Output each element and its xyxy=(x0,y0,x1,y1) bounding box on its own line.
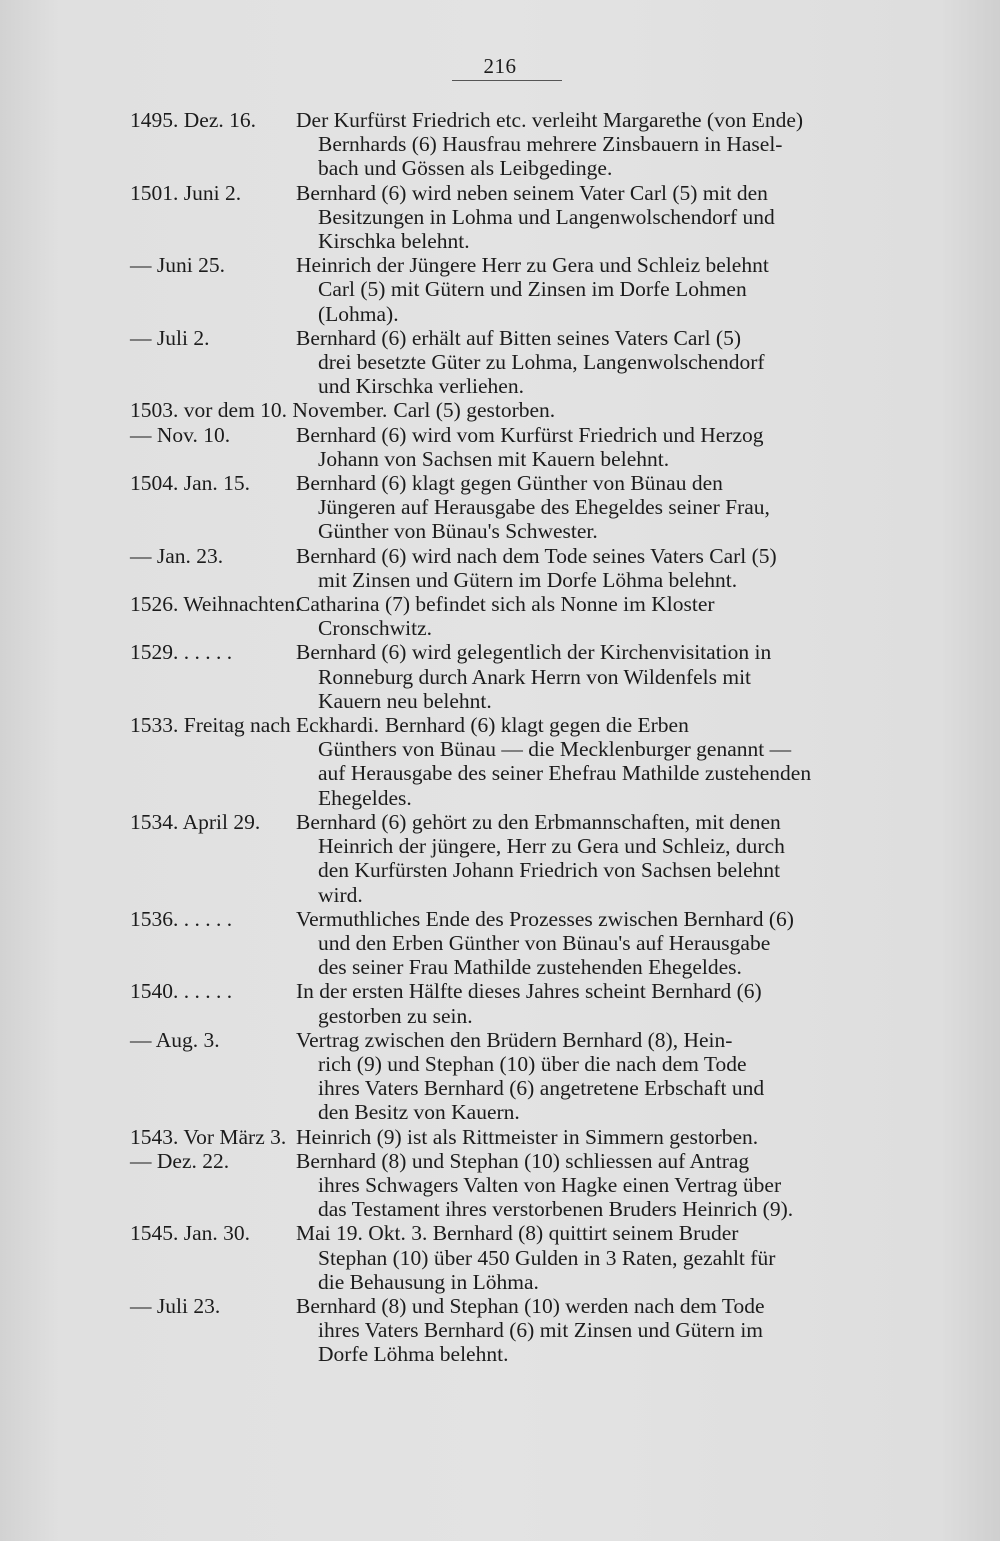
chronicle-entry xyxy=(0,1125,1000,1149)
entry-text-line: Carl (5) mit Gütern und Zinsen im Dorfe Lohmen xyxy=(318,277,747,302)
entry-text-line: Bernhard (8) und Stephan (10) werden nach dem Tode xyxy=(296,1293,765,1318)
entry-first-line xyxy=(0,326,1000,350)
entry-text-line: Catharina (7) befindet sich als Nonne im Kloster xyxy=(296,592,715,617)
entry-text-line: und den Erben Günther von Bünau's auf Herausgabe xyxy=(318,930,771,955)
entry-date: 1533. Freitag nach Eckhardi. xyxy=(130,713,379,738)
entry-text-line: drei besetzte Güter zu Lohma, Langenwolschendorf xyxy=(318,350,765,375)
entry-text-line: (Lohma). xyxy=(318,301,399,326)
chronicle-entry xyxy=(0,1149,1000,1222)
entry-text-line: Mai 19. Okt. 3. Bernhard (8) quittirt seinem Bruder xyxy=(296,1221,739,1246)
entry-text-line: Cronschwitz. xyxy=(318,616,433,641)
entry-first-line xyxy=(0,1028,1000,1052)
entry-text-line: Bernhard (6) wird gelegentlich der Kirchenvisitation in xyxy=(296,640,772,665)
entry-first-line xyxy=(0,1221,1000,1245)
entry-text-line: Heinrich (9) ist als Rittmeister in Simmern gestorben. xyxy=(296,1124,759,1149)
chronicle-entry xyxy=(0,108,1000,181)
entry-text-line: auf Herausgabe des seiner Ehefrau Mathilde zustehenden xyxy=(318,761,812,786)
entry-text-line: wird. xyxy=(318,882,363,907)
entry-date: 1543. Vor März 3. xyxy=(130,1124,287,1149)
chronicle-entry xyxy=(0,640,1000,713)
entry-text-line: Bernhard (6) gehört zu den Erbmannschaften, mit denen xyxy=(296,809,781,834)
entry-date: 1503. vor dem 10. November. xyxy=(130,398,388,423)
entry-text-line: Besitzungen in Lohma und Langenwolschendorf und xyxy=(318,204,775,229)
entry-first-line xyxy=(0,544,1000,568)
entry-date: 1495. Dez. 16. xyxy=(130,108,256,132)
chronicle-entries xyxy=(0,108,1000,1367)
entry-text-line: Heinrich der jüngere, Herr zu Gera und Schleiz, durch xyxy=(318,834,785,859)
entry-text-line: und Kirschka verliehen. xyxy=(318,374,524,399)
entry-text-line: mit Zinsen und Gütern im Dorfe Löhma belehnt. xyxy=(318,567,738,592)
entry-first-line xyxy=(0,253,1000,277)
entry-first-line xyxy=(0,1294,1000,1318)
entry-first-line xyxy=(0,713,1000,737)
chronicle-entry xyxy=(0,253,1000,326)
chronicle-entry xyxy=(0,471,1000,544)
entry-text-line: ihres Vaters Bernhard (6) angetretene Erbschaft und xyxy=(318,1076,765,1101)
entry-text-line: Bernhard (6) erhält auf Bitten seines Vaters Carl (5) xyxy=(296,325,741,350)
entry-date: — Nov. 10. xyxy=(130,422,231,447)
entry-text-line: Günthers von Bünau — die Mecklenburger genannt — xyxy=(318,737,792,762)
chronicle-entry xyxy=(0,398,1000,422)
entry-date: 1536. . . . . . xyxy=(130,906,233,931)
entry-first-line xyxy=(0,1149,1000,1173)
entry-date: 1526. Weihnachten. xyxy=(130,592,301,617)
entry-text-line: Dorfe Löhma belehnt. xyxy=(318,1342,509,1367)
entry-date: — Jan. 23. xyxy=(130,543,224,568)
entry-date: — Juli 23. xyxy=(130,1293,221,1318)
chronicle-entry xyxy=(0,544,1000,592)
entry-first-line xyxy=(0,181,1000,205)
entry-text-line: Bernhard (6) klagt gegen die Erben xyxy=(384,713,689,738)
entry-text-line: Günther von Bünau's Schwester. xyxy=(318,519,598,544)
entry-text-line: Bernhard (6) wird nach dem Tode seines Vaters Carl (5) xyxy=(296,543,777,568)
chronicle-entry xyxy=(0,181,1000,254)
entry-text-line: Bernhard (6) klagt gegen Günther von Bünau den xyxy=(296,471,723,496)
entry-text-line: Heinrich der Jüngere Herr zu Gera und Schleiz belehnt xyxy=(296,253,769,278)
entry-text-line: Ronneburg durch Anark Herrn von Wildenfels mit xyxy=(318,664,752,689)
entry-date: 1534. April 29. xyxy=(130,809,261,834)
entry-text-line: den Besitz von Kauern. xyxy=(318,1100,520,1125)
entry-text-line: In der ersten Hälfte dieses Jahres scheint Bernhard (6) xyxy=(296,979,762,1004)
chronicle-entry xyxy=(0,907,1000,980)
entry-text-line: Kirschka belehnt. xyxy=(318,229,470,254)
entry-first-line xyxy=(0,979,1000,1003)
chronicle-entry xyxy=(0,326,1000,399)
entry-text-line: Vermuthliches Ende des Prozesses zwischen Bernhard (6) xyxy=(296,906,794,931)
entry-first-line xyxy=(0,423,1000,447)
entry-text-line: Kauern neu belehnt. xyxy=(318,688,492,713)
chronicle-entry xyxy=(0,592,1000,640)
entry-text-line: Stephan (10) über 450 Gulden in 3 Raten, gezahlt für xyxy=(318,1245,776,1270)
entry-text-line: Vertrag zwischen den Brüdern Bernhard (8), Hein- xyxy=(296,1027,733,1052)
entry-text-line: Jüngeren auf Herausgabe des Ehegeldes seiner Frau, xyxy=(318,495,770,520)
chronicle-entry xyxy=(0,979,1000,1027)
entry-text-line: Der Kurfürst Friedrich etc. verleiht Margarethe (von Ende) xyxy=(296,108,804,132)
entry-first-line xyxy=(0,907,1000,931)
entry-text-line: des seiner Frau Mathilde zustehenden Ehegeldes. xyxy=(318,955,742,980)
chronicle-entry xyxy=(0,1028,1000,1125)
entry-date: 1545. Jan. 30. xyxy=(130,1221,251,1246)
chronicle-entry xyxy=(0,713,1000,810)
chronicle-entry xyxy=(0,1221,1000,1294)
entry-text-line: rich (9) und Stephan (10) über die nach dem Tode xyxy=(318,1051,747,1076)
entry-text-line: bach und Gössen als Leibgedinge. xyxy=(318,156,613,181)
entry-first-line xyxy=(0,471,1000,495)
entry-date: 1529. . . . . . xyxy=(130,640,233,665)
chronicle-entry xyxy=(0,810,1000,907)
entry-text-line: Johann von Sachsen mit Kauern belehnt. xyxy=(318,446,670,471)
entry-date: 1501. Juni 2. xyxy=(130,180,242,205)
entry-text-line: ihres Schwagers Valten von Hagke einen Vertrag über xyxy=(318,1172,782,1197)
entry-date: — Dez. 22. xyxy=(130,1148,230,1173)
entry-text-line: Bernhard (8) und Stephan (10) schliessen auf Antrag xyxy=(296,1148,750,1173)
entry-first-line xyxy=(0,640,1000,664)
entry-date: — Aug. 3. xyxy=(130,1027,220,1052)
entry-text-line: ihres Vaters Bernhard (6) mit Zinsen und Gütern im xyxy=(318,1318,764,1343)
entry-date: — Juni 25. xyxy=(130,253,225,278)
page-number-rule xyxy=(452,80,562,81)
entry-text-line: die Behausung in Löhma. xyxy=(318,1269,539,1294)
entry-text-line: den Kurfürsten Johann Friedrich von Sachsen belehnt xyxy=(318,858,781,883)
entry-first-line xyxy=(0,1125,1000,1149)
entry-date: 1540. . . . . . xyxy=(130,979,233,1004)
entry-text-line: Ehegeldes. xyxy=(318,785,412,810)
entry-first-line xyxy=(0,592,1000,616)
entry-date: — Juli 2. xyxy=(130,325,210,350)
entry-text-line: das Testament ihres verstorbenen Bruders Heinrich (9). xyxy=(318,1197,794,1222)
entry-first-line xyxy=(0,810,1000,834)
chronicle-entry xyxy=(0,1294,1000,1367)
entry-text-line: Carl (5) gestorben. xyxy=(393,398,556,423)
entry-first-line xyxy=(0,398,1000,422)
entry-text-line: Bernhard (6) wird neben seinem Vater Carl (5) mit den xyxy=(296,180,768,205)
entry-text-line: Bernhard (6) wird vom Kurfürst Friedrich und Herzog xyxy=(296,422,764,447)
entry-text-line: Bernhards (6) Hausfrau mehrere Zinsbauern in Hasel- xyxy=(318,132,783,157)
page-number: 216 xyxy=(483,54,517,78)
entry-date: 1504. Jan. 15. xyxy=(130,471,251,496)
entry-text-line: gestorben zu sein. xyxy=(318,1003,473,1028)
entry-first-line xyxy=(0,108,1000,132)
chronicle-entry xyxy=(0,423,1000,471)
